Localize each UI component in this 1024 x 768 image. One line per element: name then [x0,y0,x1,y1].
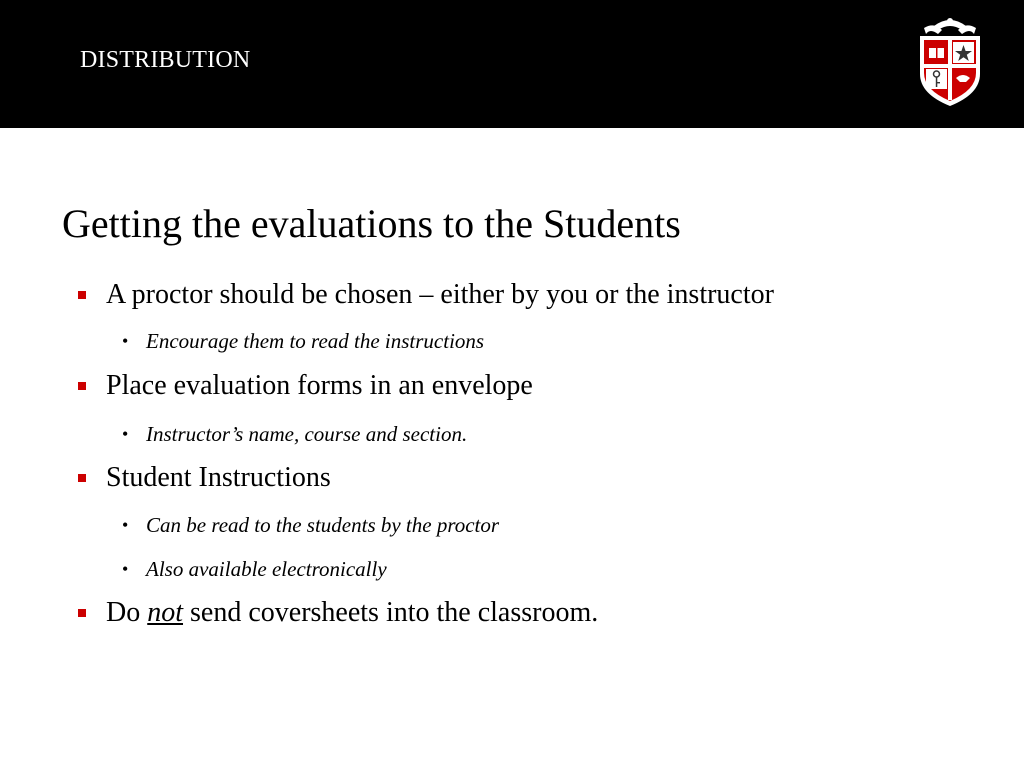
slide-title: Getting the evaluations to the Students [62,201,681,246]
bullet-text: Place evaluation forms in an envelope [106,370,533,401]
sub-bullet-text: Also available electronically [146,557,387,581]
bullet-item [106,597,598,629]
bullet-text: Student Instructions [106,462,331,493]
bullet-item [106,279,774,311]
bullet-text [106,597,598,628]
bullet-text-before: Do [106,597,148,628]
square-bullet-icon [78,609,86,617]
sub-bullet-text: Can be read to the students by the proctor [146,513,500,537]
round-bullet-icon: • [122,559,129,579]
square-bullet-icon [78,474,86,482]
square-bullet-icon [78,382,86,390]
sub-bullet-text: Encourage them to read the instructions [146,329,485,353]
bullet-item [106,370,533,402]
square-bullet-icon [78,291,86,299]
sub-bullet-text: Instructor’s name, course and section. [146,422,468,446]
round-bullet-icon: • [122,515,129,535]
round-bullet-icon: • [122,331,129,351]
bullet-text: A proctor should be chosen – either by you or the instructor [106,279,774,310]
sub-bullet-item [122,556,387,582]
section-title: DISTRIBUTION [80,47,251,73]
round-bullet-icon: • [122,424,129,444]
bullet-item [106,462,331,494]
bullet-text-emphasis: not [147,597,184,628]
sub-bullet-item [122,512,500,538]
sub-bullet-item [122,328,485,354]
bullet-text-after: send coversheets into the classroom. [183,597,599,628]
sub-bullet-item [122,421,468,447]
